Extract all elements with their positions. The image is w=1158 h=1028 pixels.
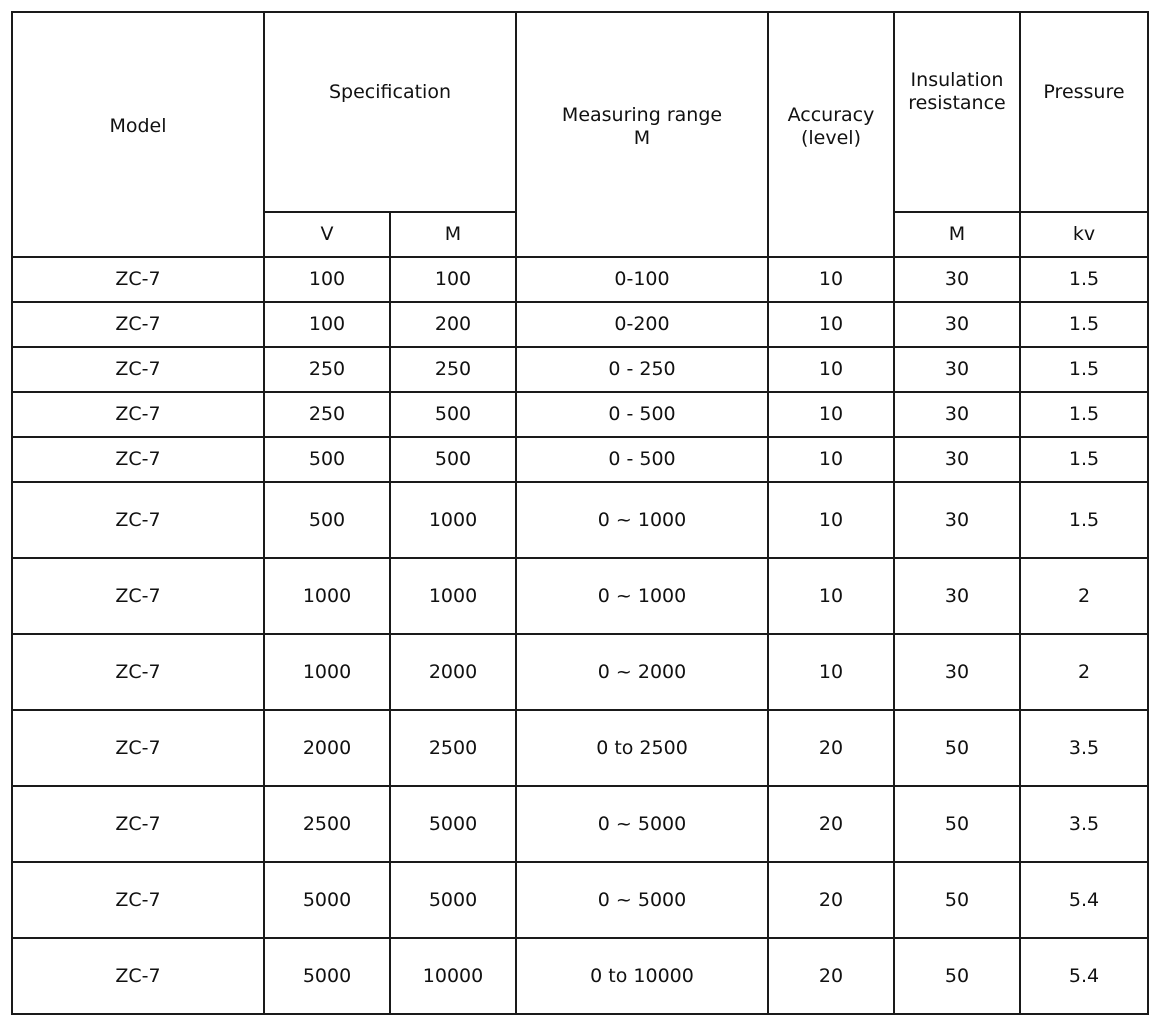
header-model-label: Model [109,115,167,138]
cell-insulation: 50 [894,786,1020,862]
table-row [12,257,1148,302]
cell-accuracy: 20 [768,938,894,1014]
cell-insulation: 30 [894,482,1020,558]
table-row [12,634,1148,710]
cell-m: 10000 [390,938,516,1014]
cell-pressure: 1.5 [1020,347,1148,392]
cell-m: 250 [390,347,516,392]
cell-v: 100 [264,257,390,302]
header-insulation-line2: resistance [908,92,1006,114]
cell-accuracy: 10 [768,302,894,347]
cell-accuracy: 10 [768,482,894,558]
cell-pressure: 1.5 [1020,257,1148,302]
cell-m: 2000 [390,634,516,710]
cell-accuracy: 20 [768,710,894,786]
table-row [12,938,1148,1014]
cell-range: 0 - 250 [516,347,768,392]
cell-model: ZC-7 [12,558,264,634]
cell-accuracy: 20 [768,786,894,862]
cell-range: 0 ~ 1000 [516,558,768,634]
cell-accuracy: 10 [768,634,894,710]
cell-model: ZC-7 [12,862,264,938]
cell-model: ZC-7 [12,347,264,392]
subheader-insulation-unit: M [894,212,1020,257]
cell-accuracy: 10 [768,257,894,302]
header-pressure [1020,12,1148,212]
cell-insulation: 50 [894,862,1020,938]
cell-range: 0 ~ 2000 [516,634,768,710]
cell-model: ZC-7 [12,786,264,862]
table-row [12,482,1148,558]
cell-insulation: 30 [894,634,1020,710]
cell-pressure: 2 [1020,634,1148,710]
cell-range: 0 ~ 1000 [516,482,768,558]
cell-pressure: 3.5 [1020,786,1148,862]
table-row [12,347,1148,392]
cell-range: 0 to 2500 [516,710,768,786]
cell-accuracy: 10 [768,347,894,392]
cell-pressure: 1.5 [1020,392,1148,437]
header-specification [264,12,516,212]
cell-pressure: 3.5 [1020,710,1148,786]
cell-insulation: 30 [894,347,1020,392]
cell-model: ZC-7 [12,482,264,558]
subheader-pressure-unit: kv [1020,212,1148,257]
cell-accuracy: 10 [768,558,894,634]
cell-model: ZC-7 [12,257,264,302]
cell-m: 500 [390,437,516,482]
cell-v: 250 [264,392,390,437]
cell-v: 1000 [264,558,390,634]
cell-m: 5000 [390,786,516,862]
cell-insulation: 30 [894,437,1020,482]
cell-v: 1000 [264,634,390,710]
subheader-spec-v: V [264,212,390,257]
cell-insulation: 50 [894,938,1020,1014]
header-measuring-range-line1: Measuring range [561,103,723,126]
table-row [12,302,1148,347]
cell-model: ZC-7 [12,938,264,1014]
cell-m: 2500 [390,710,516,786]
cell-m: 1000 [390,558,516,634]
cell-v: 100 [264,302,390,347]
table-row [12,710,1148,786]
cell-v: 250 [264,347,390,392]
cell-accuracy: 20 [768,862,894,938]
cell-pressure: 1.5 [1020,302,1148,347]
cell-v: 5000 [264,938,390,1014]
cell-v: 2000 [264,710,390,786]
cell-range: 0-100 [516,257,768,302]
cell-insulation: 30 [894,558,1020,634]
cell-m: 1000 [390,482,516,558]
header-measuring-range-line2: M [633,126,651,149]
cell-model: ZC-7 [12,302,264,347]
cell-v: 500 [264,482,390,558]
cell-range: 0 ~ 5000 [516,786,768,862]
header-model [12,12,264,257]
cell-insulation: 30 [894,392,1020,437]
cell-pressure: 1.5 [1020,482,1148,558]
cell-insulation: 50 [894,710,1020,786]
header-accuracy [768,12,894,257]
header-specification-label: Specification [329,80,451,103]
cell-model: ZC-7 [12,710,264,786]
table-row [12,786,1148,862]
cell-m: 100 [390,257,516,302]
header-measuring-range [516,12,768,257]
cell-v: 2500 [264,786,390,862]
cell-pressure: 5.4 [1020,938,1148,1014]
cell-v: 500 [264,437,390,482]
cell-range: 0 - 500 [516,437,768,482]
table-row [12,437,1148,482]
cell-range: 0 ~ 5000 [516,862,768,938]
cell-model: ZC-7 [12,634,264,710]
cell-model: ZC-7 [12,392,264,437]
cell-range: 0 to 10000 [516,938,768,1014]
cell-pressure: 5.4 [1020,862,1148,938]
cell-insulation: 30 [894,302,1020,347]
cell-v: 5000 [264,862,390,938]
cell-m: 5000 [390,862,516,938]
header-accuracy-line2: (level) [800,126,861,149]
cell-range: 0 - 500 [516,392,768,437]
header-insulation [894,12,1020,212]
cell-m: 500 [390,392,516,437]
header-insulation-line1: Insulation [910,69,1004,92]
spec-table [11,11,1149,1015]
subheader-spec-m: M [390,212,516,257]
cell-accuracy: 10 [768,437,894,482]
cell-model: ZC-7 [12,437,264,482]
cell-range: 0-200 [516,302,768,347]
cell-pressure: 2 [1020,558,1148,634]
cell-m: 200 [390,302,516,347]
header-row [12,12,1148,212]
table-row [12,862,1148,938]
header-accuracy-line1: Accuracy [787,103,875,126]
header-pressure-label: Pressure [1043,80,1125,103]
cell-accuracy: 10 [768,392,894,437]
table-row [12,558,1148,634]
cell-insulation: 30 [894,257,1020,302]
table-row [12,392,1148,437]
cell-pressure: 1.5 [1020,437,1148,482]
